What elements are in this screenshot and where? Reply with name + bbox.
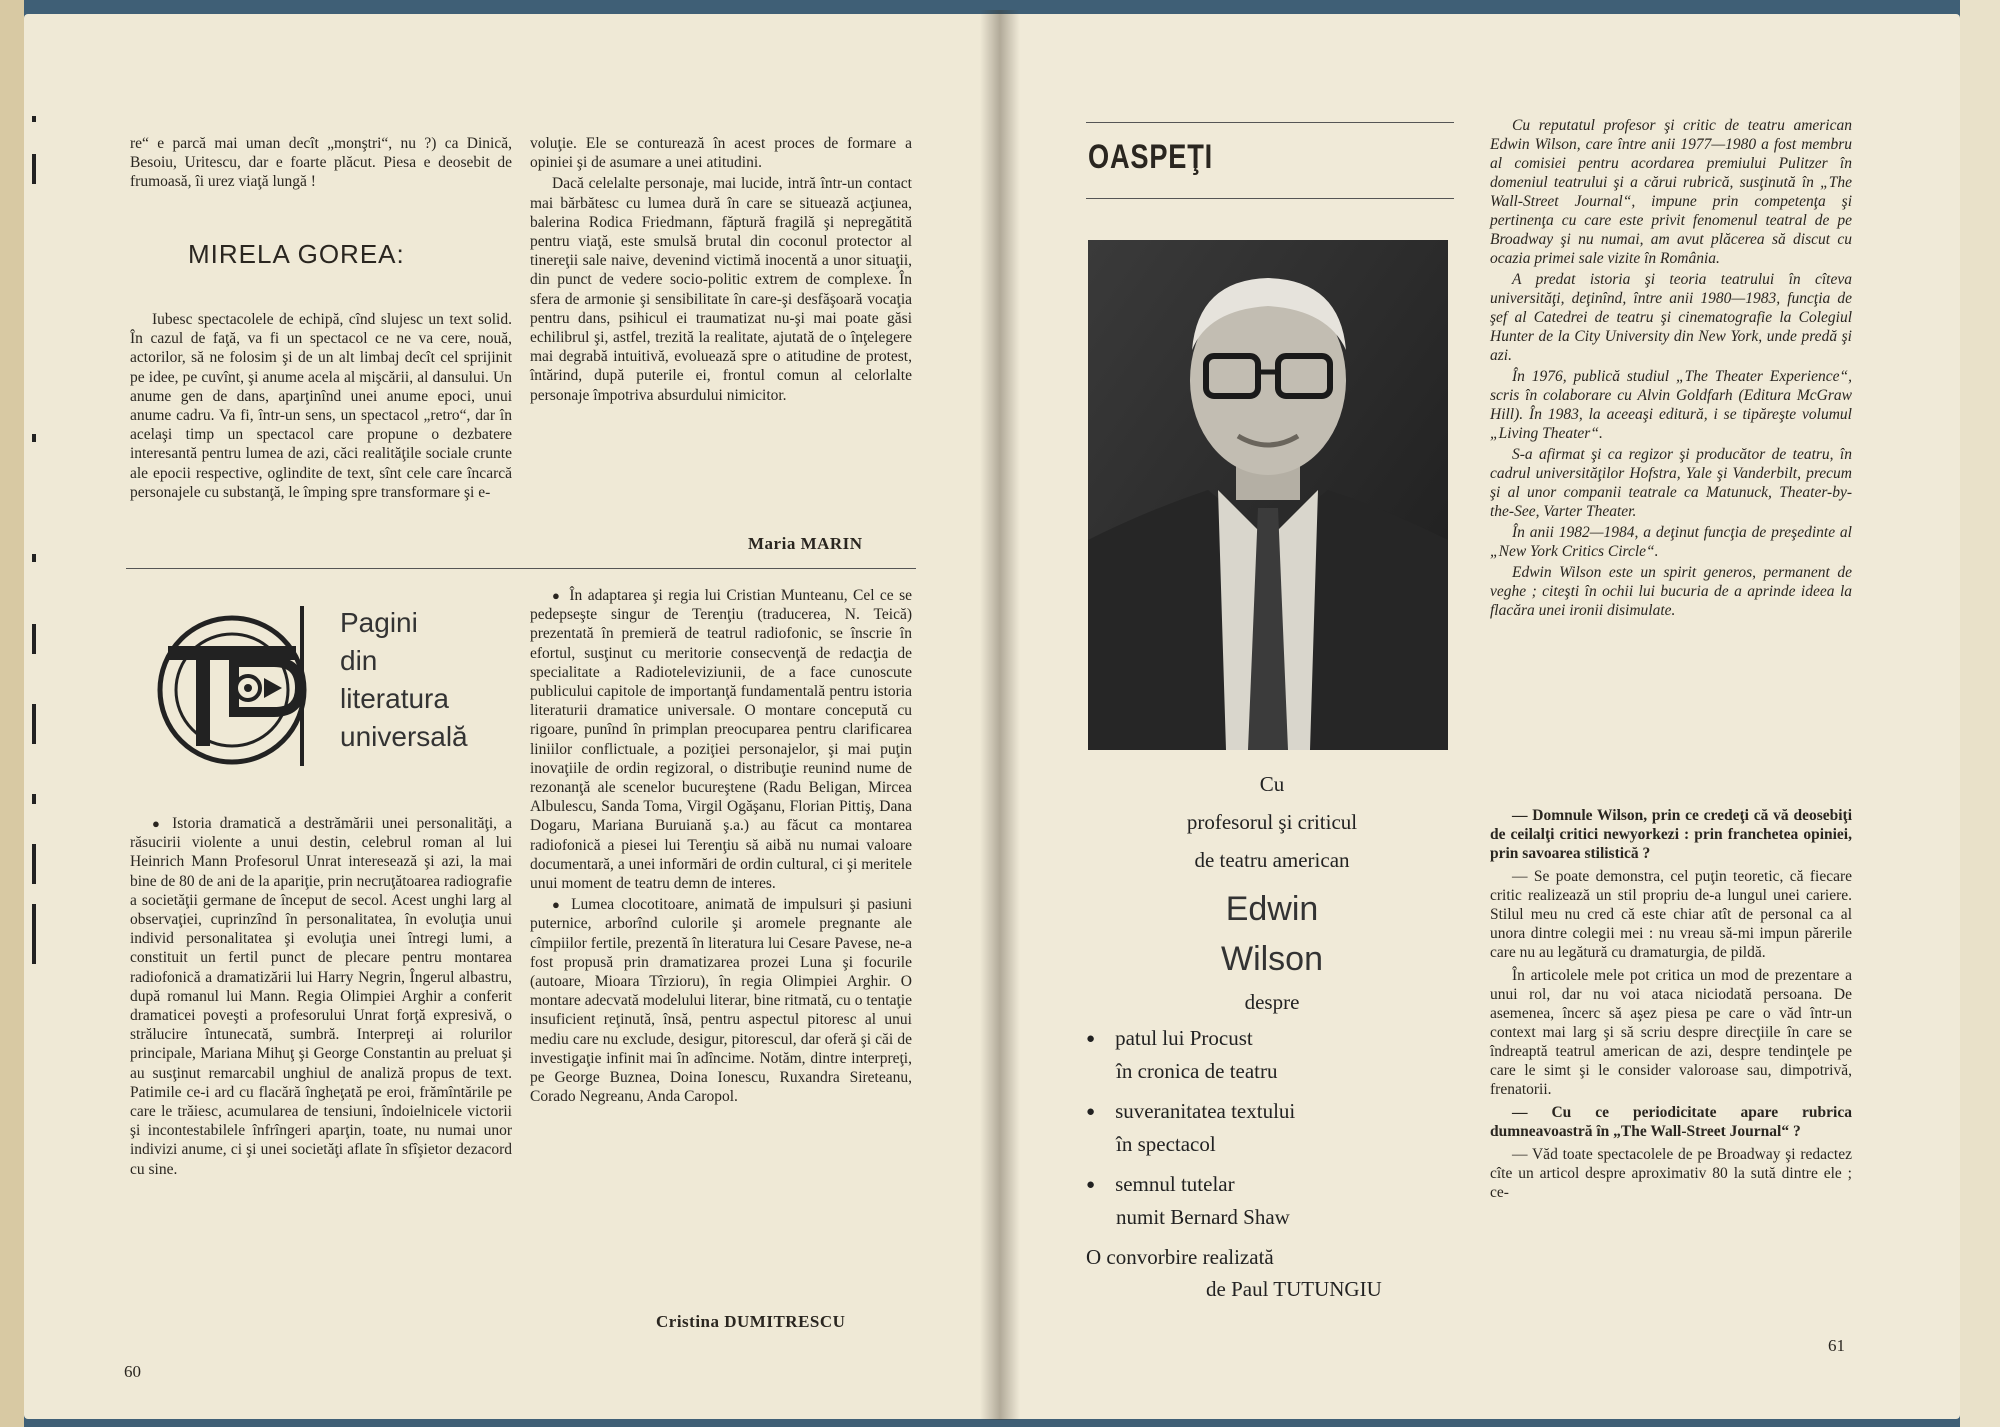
feature-topic-line: numit Bernard Shaw xyxy=(1116,1205,1290,1229)
book-cover-edge-right xyxy=(1960,0,2000,1427)
feature-credit: de Paul TUTUNGIU xyxy=(1206,1277,1382,1301)
margin-mark xyxy=(32,704,36,744)
paragraph: Cu reputatul profesor şi critic de teatru american Edwin Wilson, care între anii 1977—1980 a fost membru al comisiei pentru acordarea premiului Pulitzer în domeniul teatrului şi a cărui rubrică, susţinută în „The Wall-Street Journal“, impune prin competenţa şi pertinenţa cu care este privit fenomenul teatral de pe Broadway şi nu numai, am avut plăcerea să discut cu ocazia primei sale vizite în România. xyxy=(1490,117,1852,267)
title-line: din xyxy=(340,645,378,676)
title-line: literatura xyxy=(340,683,449,714)
paragraph: voluţie. Ele se conturează în acest proces de formare a opiniei şi de asumare a unei atitudini. xyxy=(530,135,912,172)
margin-mark xyxy=(32,154,36,184)
interview-heading: MIRELA GOREA: xyxy=(188,239,405,269)
paragraph: Iubesc spectacolele de echipă, cînd slujesc un text solid. În cazul de faţă, va fi un spectacol ce ne va cere, nouă, actorilor, să ne folosim şi de un alt limbaj decît cel sprijinit pe idee, pe cuvînt, şi anume acela al mişcării, al dansului. Un anume gen de dans, aparţinînd unei anume epoci, unui anume cadru. Va fi, într-un sens, un spectacol „retro“, dar în acelaşi timp un spectacol care propune o dezbatere interesantă pentru lumea de azi, căci realităţile sociale crunte ale epocii respective, oglindite de text, sînt cele care încarcă personajele cu substanţă, le împing spre transformare şi e- xyxy=(130,311,512,501)
feature-line: Cu xyxy=(1259,772,1285,796)
paragraph: A predat istoria şi teoria teatrului în cîteva universităţi, deţinînd, între anii 1980—1983, funcţia de şef al Catedrei de teatru şi cinematografie la Colegiul Hunter de la City University din New York, unde predă şi azi. xyxy=(1490,271,1852,364)
feature-topic-line: în cronica de teatru xyxy=(1116,1059,1278,1083)
margin-mark xyxy=(32,116,36,122)
portrait-photo xyxy=(1088,240,1448,750)
book-spine xyxy=(980,10,1020,1420)
margin-mark xyxy=(32,434,36,442)
column-1-top xyxy=(130,134,512,194)
header-rule-bottom xyxy=(1086,198,1454,199)
feature-topic-line: ● suveranitatea textului xyxy=(1086,1095,1458,1128)
feature-topic-line: în spectacol xyxy=(1116,1132,1216,1156)
left-page xyxy=(24,14,992,1419)
page-number: 61 xyxy=(1828,1336,1845,1355)
feature-title-block xyxy=(1086,768,1458,1305)
paragraph: S-a afirmat şi ca regizor şi producător de teatru, în cadrul universităţilor Hofstra, Yale şi Vanderbilt, precum şi al unor companii teatrale ca Matunuck, Theater-by-the-See, Varter Theater. xyxy=(1490,446,1852,520)
section-label: OASPEŢI xyxy=(1088,138,1213,176)
column-1-lower xyxy=(130,814,512,1181)
feature-topic xyxy=(1086,1168,1458,1233)
feature-line: de teatru american xyxy=(1194,848,1350,872)
paragraph: ● Istoria dramatică a destrămării unei personalităţi, a răsucirii violente a unui destin, celebrul roman al lui Heinrich Mann Profesorul Unrat interesează şi azi, la mai bine de 80 de ani de la apariţie, prin necruţătoarea radiografie a societăţii germane de început de secol. Acest unghi larg al observaţiei, cuprinzînd în personalitatea, în evoluţia unui individ personalitatea şi evoluţia unei întregi lumi, a constituit un fertil punct de plecare pentru montarea radiofonică a dramatizării lui Harry Negrin, Îngerul albastru, după romanul lui Mann. Regia Olimpiei Arghir a conferit dramaticei poveşti a profesorului Unrat forţă expresivă, o strălucire întunecată, sumbră. Interpreţi ai rolurilor principale, Mariana Mihuţ şi George Constantin au preluat şi au susţinut remarcabil unghiul de analiză propus de text. Patimile ce-i ard cu flacără îngheţată pe eroi, frămîntările pe care le trăiesc, acumularea de tensiuni, îndoielnicele victorii şi incontestabilele înfrîngeri aparţin, toate, nu numai unor indivizi anume, ci şi unei societăţi aflate în sfîşietor dezacord cu sine. xyxy=(130,814,512,1179)
margin-mark xyxy=(32,844,36,884)
section-divider xyxy=(126,568,916,569)
radio-theatre-logo-icon xyxy=(152,606,334,766)
paragraph: În anii 1982—1984, a deţinut funcţia de preşedinte al „New York Critics Circle“. xyxy=(1490,524,1852,560)
feature-topic xyxy=(1086,1095,1458,1160)
margin-mark xyxy=(32,554,36,562)
column-2-top xyxy=(530,134,912,407)
interview-answer: — Văd toate spectacolele de pe Broadway şi redactez cîte un articol despre aproximativ 80 la sută dintre ele ; ce- xyxy=(1490,1146,1852,1201)
title-line: universală xyxy=(340,721,468,752)
interview-question: — Domnule Wilson, prin ce credeţi că vă deosebiţi de ceilalţi critici newyorkezi : prin franchetea opiniei, prin savoarea stilistică ? xyxy=(1490,807,1852,862)
column-1-body xyxy=(130,310,512,504)
feature-name-first: Edwin xyxy=(1225,890,1319,928)
book-cover-edge-left xyxy=(0,0,24,1427)
header-rule-top xyxy=(1086,122,1454,123)
page-number: 60 xyxy=(124,1362,141,1381)
paragraph: ● În adaptarea şi regia lui Cristian Munteanu, Cel ce se pedepseşte singur de Terenţiu (traducerea, N. Teică) prezentată în premieră de teatrul radiofonic, se înscrie în efortul, susţinut cu meritorie consecvenţă de redacţia de specialitate a Radioteleviziunii, de a face cunoscute publicului capitole de importanţă fundamentală pentru istoria literaturii dramatice universale. O montare concepută cu rigoare, punînd în primplan preocuparea pentru clarificarea liniilor conflictuale, a poziţiei personajelor, şi mai puţin inovaţiile de ordin regizoral, o distribuţie reunind nume de rezonanţă ale scenelor bucureştene (Radu Beligan, Mircea Albulescu, Sanda Toma, Virgil Ogăşanu, Florian Pittiş, Dana Dogaru, Mariana Buruiană ş.a.) au făcut ca montarea radiofonică a piesei lui Terenţiu să aibă nu numai valoare documentară, a unei informări de ordin cultural, ci şi meritele unui moment de teatru demn de interes. xyxy=(530,586,912,893)
paragraph: Dacă celelalte personaje, mai lucide, intră într-un contact mai bărbătesc cu lumea dură în care se situează acţiunea, balerina Rodica Friedmann, făptură fragilă şi nepregătită pentru viaţă, este smulsă brutal din coconul protector al tinereţii sale naive, devenind victimă inocentă a unor situaţii, din punct de vedere socio-politic extrem de complexe. În sfera de armonie şi sensibilitate în care-şi desfăşoară vocaţia pentru dans, psihicul ei traumatizat nu-şi mai poate găsi echilibrul şi, astfel, trezită la realitate, ajutată de o înţelegere mai degrabă intuitivă, evoluează spre o atitudine de protest, întărind, după puterile ei, frontul comun al celorlalte personaje împotriva absurdului nimicitor. xyxy=(530,175,912,404)
interview-answer: — Se poate demonstra, cel puţin teoretic, că fiecare critic realizează un stil propriu de-a lungul unei cariere. Stilul meu nu cred că este chiar atît de personal ca al unora dintre colegii mei : nu vreau să-mi impun părerile care nu au legătură cu dramaturgia, de pildă. xyxy=(1490,868,1852,961)
feature-name-last: Wilson xyxy=(1220,940,1324,978)
feature-topic xyxy=(1086,1022,1458,1087)
title-line: Pagini xyxy=(340,607,418,638)
margin-mark xyxy=(32,904,36,964)
feature-line: despre xyxy=(1244,990,1300,1014)
interview-intro xyxy=(1490,116,1852,622)
interview-question: — Cu ce periodicitate apare rubrica dumneavoastră în „The Wall-Street Journal“ ? xyxy=(1490,1104,1852,1140)
paragraph: Edwin Wilson este un spirit generos, permanent de veghe ; citeşti în ochii lui bucuria de a aprinde ideea la flacăra unei ironii disimulate. xyxy=(1490,564,1852,619)
section-title xyxy=(340,604,468,756)
feature-topic-line: ● semnul tutelar xyxy=(1086,1168,1458,1201)
paragraph: În 1976, publică studiul „The Theater Experience“, scris în colaborare cu Alvin Goldfarh (Editura McGraw Hill). În 1983, la aceeaşi editură, i se tipăreşte volumul „Living Theater“. xyxy=(1490,368,1852,442)
paragraph: re“ e parcă mai uman decît „monştri“, nu ?) ca Dinică, Besoiu, Uritescu, dar e foarte plăcut. Piesa e deosebit de frumoasă, îi urez viaţă lungă ! xyxy=(130,135,512,191)
interview-answer: În articolele mele pot critica un mod de prezentare a unui rol, dar nu voi ataca niciodată persoana. De asemenea, încerc să aşez piesa pe care o văd într-un context mai larg şi să scriu despre direcţiile în care se îndreaptă teatrul american de azi, despre tendinţele pe care le simt şi le consider valoroase sau, dimpotrivă, frenatorii. xyxy=(1490,967,1852,1098)
signature: Cristina DUMITRESCU xyxy=(656,1312,846,1331)
signature: Maria MARIN xyxy=(748,534,863,553)
feature-topic-line: ● patul lui Procust xyxy=(1086,1022,1458,1055)
margin-mark xyxy=(32,794,36,804)
interview-body xyxy=(1490,806,1852,1206)
paragraph: ● Lumea clocotitoare, animată de impulsuri şi pasiuni puternice, arborînd culorile şi aromele pregnante ale cîmpiilor fertile, prezentă în literatura lui Cesare Pavese, ne-a fost propusă prin dramatizarea prozei Luna şi focurile (autoare, Mioara Tîrzioru), în regia Olimpiei Arghir. O montare adecvată modelului literar, bine ritmată, cu o tentaţie insuficient reţinută, însă, pentru aspectul pitoresc al unui mediu care nu exclude, desigur, pitorescul, dar oferă şi căi de investigaţie infinit mai în adîncime. Notăm, dintre interpreţi, pe George Buznea, Doina Ionescu, Ruxandra Sireteanu, Corado Negreanu, Anda Caropol. xyxy=(530,895,912,1106)
portrait-photo-icon xyxy=(1088,240,1448,750)
feature-line: profesorul şi criticul xyxy=(1186,810,1358,834)
column-2-lower xyxy=(530,586,912,1108)
feature-credit: O convorbire realizată xyxy=(1086,1245,1274,1269)
margin-mark xyxy=(32,624,36,654)
